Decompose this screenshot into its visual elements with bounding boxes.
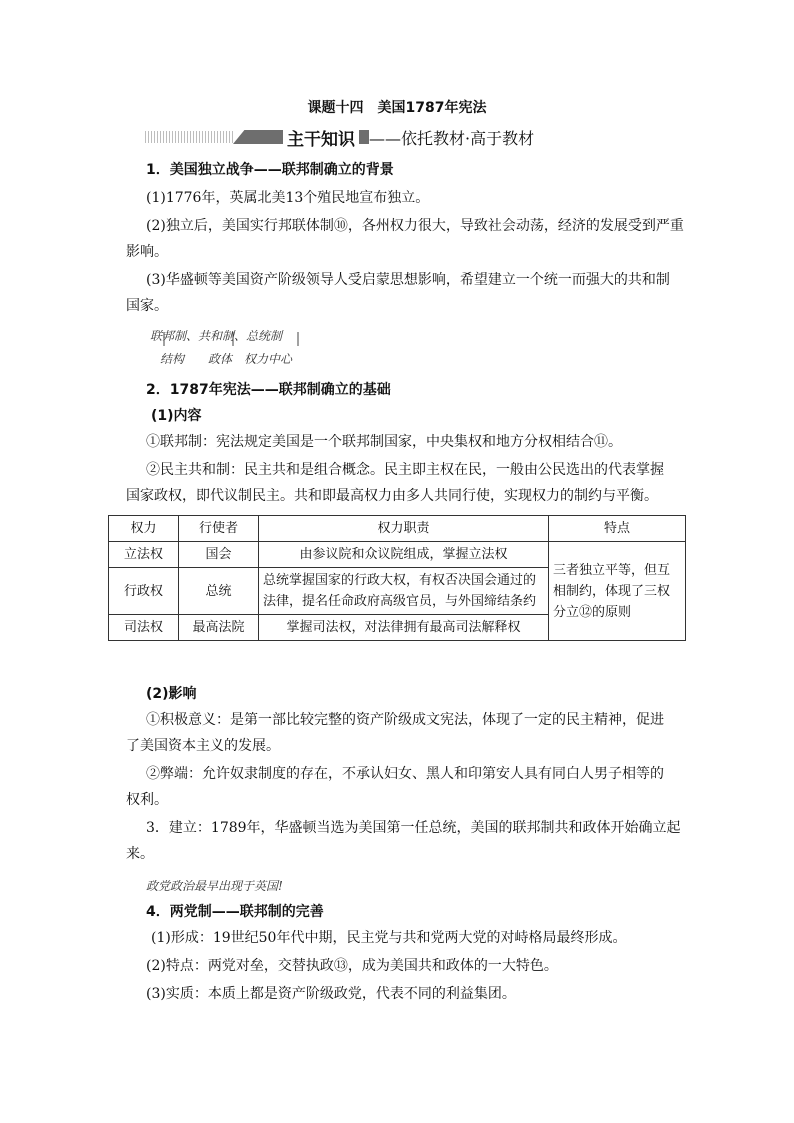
- banner-main-label: 主干知识: [283, 125, 359, 150]
- table-cell: 行政权: [109, 568, 179, 615]
- sec3-a: 3．建立：1789年，华盛顿当选为美国第一任总统，美国的联邦制共和政体开始确立起: [146, 820, 681, 836]
- handnote-party: 政党政治最早出现于英国!: [146, 879, 283, 893]
- handnote-arrows: [148, 328, 328, 350]
- page-title: 课题十四 美国1787年宪法: [307, 100, 487, 116]
- handnote-bottom: 结构 政体 权力中心: [160, 352, 293, 366]
- sec2-c2b: 国家政权，即代议制民主。共和即最高权力由多人共同行使，实现权力的制约与平衡。: [126, 488, 658, 504]
- table-header: 权力: [109, 516, 179, 542]
- table-cell: 国会: [179, 542, 259, 568]
- sec1-heading: 1．美国独立战争——联邦制确立的背景: [146, 162, 394, 178]
- sec2-sub1: (1)内容: [151, 408, 202, 424]
- table-cell: 立法权: [109, 542, 179, 568]
- sec4-p2: (2)特点：两党对垒，交替执政⑬，成为美国共和政体的一大特色。: [146, 958, 558, 974]
- banner-sub-label: ——依托教材·高于教材: [369, 126, 534, 149]
- sec2-i1a: ①积极意义：是第一部比较完整的资产阶级成文宪法，体现了一定的民主精神，促进: [146, 712, 664, 728]
- table-feature-cell: 三者独立平等，但互相制约，体现了三权分立⑫的原则: [549, 542, 686, 641]
- handnote-top: 联邦制、共和制、总统制: [150, 329, 283, 343]
- sec2-i2b: 权利。: [126, 792, 168, 808]
- table-cell: 总统: [179, 568, 259, 615]
- table-cell: 由参议院和众议院组成，掌握立法权: [259, 542, 549, 568]
- sec2-c2a: ②民主共和制：民主共和是组合概念。民主即主权在民，一般由公民选出的代表掌握: [146, 462, 664, 478]
- table-cell: 司法权: [109, 615, 179, 641]
- table-header: 特点: [549, 516, 686, 542]
- banner-hatch: [145, 131, 235, 143]
- sec1-p1: (1)1776年，英属北美13个殖民地宣布独立。: [146, 190, 430, 206]
- table-cell: 总统掌握国家的行政大权，有权否决国会通过的法律，提名任命政府高级官员，与外国缔结条约: [259, 568, 549, 615]
- sec2-sub2: (2)影响: [146, 686, 197, 702]
- sec4-p1: (1)形成：19世纪50年代中期，民主党与共和党两大党的对峙格局最终形成。: [151, 930, 627, 946]
- sec2-i2a: ②弊端：允许奴隶制度的存在，不承认妇女、黑人和印第安人具有同白人男子相等的: [146, 766, 664, 782]
- table-header: 行使者: [179, 516, 259, 542]
- sec2-i1b: 了美国资本主义的发展。: [126, 738, 280, 754]
- sec1-p3a: (3)华盛顿等美国资产阶级领导人受启蒙思想影响，希望建立一个统一而强大的共和制: [146, 272, 670, 288]
- sec2-c1: ①联邦制：宪法规定美国是一个联邦制国家，中央集权和地方分权相结合⑪。: [146, 434, 622, 450]
- table-header-row: [109, 516, 686, 542]
- section-banner: [145, 126, 665, 152]
- table-header: 权力职责: [259, 516, 549, 542]
- sec2-heading: 2．1787年宪法——联邦制确立的基础: [146, 382, 391, 398]
- sec3-b: 来。: [126, 846, 154, 862]
- table-cell: 掌握司法权，对法律拥有最高司法解释权: [259, 615, 549, 641]
- table-cell: 最高法院: [179, 615, 259, 641]
- sec1-p2b: 影响。: [126, 244, 168, 260]
- sec4-p3: (3)实质：本质上都是资产阶级政党，代表不同的利益集团。: [146, 986, 516, 1002]
- powers-table: [108, 515, 686, 641]
- sec1-p2a: (2)独立后，美国实行邦联体制⑩，各州权力很大，导致社会动荡，经济的发展受到严重: [146, 218, 684, 234]
- sec4-heading: 4．两党制——联邦制的完善: [146, 904, 324, 920]
- sec1-p3b: 国家。: [126, 298, 168, 314]
- table-row: [109, 542, 686, 568]
